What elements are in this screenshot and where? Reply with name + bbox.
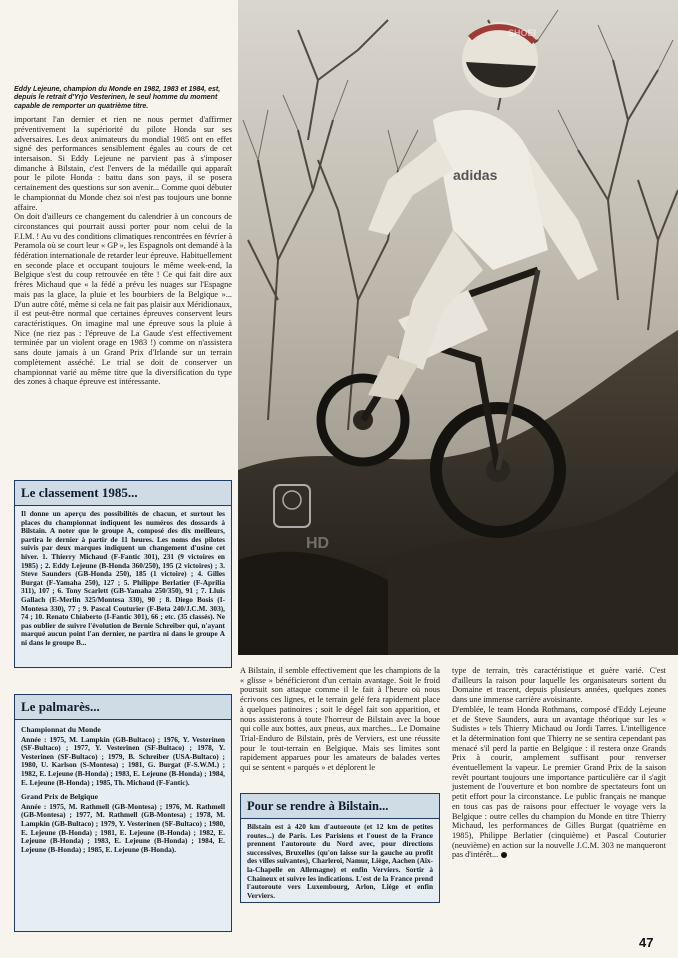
watermark-text: HD bbox=[306, 535, 330, 552]
middle-column bbox=[240, 666, 440, 773]
rider-photo-illustration bbox=[238, 0, 678, 655]
helmet-logo: SHOEI bbox=[508, 28, 537, 38]
palmares-world-text: Année : 1975, M. Lampkin (GB-Bultaco) ; 1976, Y. Vesterinen (SF-Bultaco) ; 1977, Y. Vesterinen (SF-Bultaco) ; 1978, Y. Vesterinen (SF-Bultaco) ; 1979, B. Schreiber (USA-Bultaco) ; 1980, U. Karlson (S-Montesa) ; 1981, G. Burgat (F-S.W.M.) ; 1982, E. Lejeune (B-Honda) ; 1983, E. Lejeune (B-Honda) ; 1984, E. Lejeune (B-Honda) ; 1985, Th. Michaud (F-Fantic). bbox=[21, 734, 225, 787]
palmares-body bbox=[15, 720, 231, 858]
right-paragraph-2-text: D'emblée, le team Honda Rothmans, composé d'Eddy Lejeune et de Steve Saunders, aura un avantage théorique sur les « Sudistes » tels Thierry Michaud ou Jordi Tarres. L'intelligence et la détermination font que Thierry ne se sentira cependant pas menacé s'il perd la partie en Belgique : il restera onze Grands Prix à courir, amplement suffisant pour renverser éventuellement la vapeur. Le premier Grand Prix de la saison revêt pourtant toujours une importance particulière car il s'agit justement de l'ouverture et bon nombre de spectateurs font un petit effort pour la circonstance. Le public français ne manque en tous cas pas de raisons pour effectuer le voyage vers la Belgique : outre celles du champion du Monde en titre Thierry Michaud, les performances de Gilles Burgat (quatrième en 1985), Philippe Berlatier (cinquième) et Pascal Couturier (neuvième) en action sur la nouvelle J.C.M. 303 ne manqueront pas d'intérêt... bbox=[452, 704, 666, 860]
left-column bbox=[14, 86, 232, 387]
travel-box bbox=[240, 793, 440, 903]
left-body bbox=[14, 115, 232, 387]
page-number: 47 bbox=[639, 935, 654, 950]
travel-header bbox=[241, 794, 439, 819]
left-paragraph-2: On doit d'ailleurs ce changement du calendrier à un concours de circonstances qui pourrait aussi porter pour nom celui de la F.I.M. ! Au vu des conditions climatiques rencontrées en février à Peramola où se court leur « GP », les Espagnols ont demandé à la fédération internationale de retarder leur épreuve. Habituellement en seconde place et occupant toujours le même week-end, la Belgique s'est du coup retrouvée en tête ! Ce qui fait dire aux frères Michaud que « la fédé a prévu les nuages sur l'Espagne mais pas la glace, la pluie et les bourbiers de la Belgique »... D'un autre côté, même si cela ne fait pas plaisir aux Méridionaux, il est peut-être normal que certaines épreuves conservent leurs caractéristiques. On imagine mal une épreuve sous la pluie à Nice (ne riez pas : l'épreuve de La Gaude s'est effectivement terminée par un violent orage en 1983 !) comme on n'assistera sans doute jamais à un Grand Prix d'Irlande sur un terrain complètement asséché. Le trial se doit de conserver un championnat varié au même titre que la diversification du type des zones à chaque épreuve est intéressante. bbox=[14, 212, 232, 387]
classement-header bbox=[15, 481, 231, 506]
palmares-belgium-heading: Grand Prix de Belgique bbox=[21, 792, 98, 802]
photo-caption: Eddy Lejeune, champion du Monde en 1982, 1983 et 1984, est, depuis le retrait d'Yrjo Vesterinen, le seul homme du moment capable de remporter un quatrième titre. bbox=[14, 86, 221, 110]
left-paragraph-1: important l'an dernier et rien ne nous permet d'affirmer préventivement la supériorité du pilote Honda sur ses adversaires. Les deux animateurs du mondial 1985 ont en effet signé des performances sensiblement égales au cours de cet intersaison. Si Eddy Lejeune ne parvient pas à s'imposer dimanche à Bilstain, c'est l'envers de la médaille qui apparaît pour le pilote Honda : battu dans son pays, il se posera certainement des questions sur son avenir... Comme quoi débuter le championnat du Monde chez soi n'est pas toujours une bonne affaire. bbox=[14, 115, 232, 212]
right-paragraph-1: type de terrain, très caractéristique et guère varié. C'est d'ailleurs la raison pour laquelle les organisateurs sortent du Domaine et tracent, depuis plusieurs années, quelques zones dans une immense carrière avoisinante. bbox=[452, 666, 666, 705]
classement-title: Le classement 1985... bbox=[21, 485, 138, 500]
rider-photo bbox=[238, 0, 678, 655]
classement-box bbox=[14, 480, 232, 668]
right-column bbox=[452, 666, 666, 860]
right-paragraph-2 bbox=[452, 705, 666, 860]
palmares-header bbox=[15, 695, 231, 720]
palmares-belgium-text: Année : 1975, M. Rathmell (GB-Montesa) ; 1976, M. Rathmell (GB-Montesa) ; 1977, M. Rathmell (GB-Montesa) ; 1978, M. Lampkin (GB-Bultaco) ; 1979, Y. Vesterinen (SF-Bultaco) ; 1980, E. Lejeune (B-Honda) ; 1981, E. Lejeune (B-Honda) ; 1982, E. Lejeune (B-Honda) ; 1983, E. Lejeune (B-Honda) ; 1984, E. Lejeune (B-Honda) ; 1985, E. Lejeune (B-Honda). bbox=[21, 801, 225, 854]
travel-title: Pour se rendre à Bilstain... bbox=[247, 799, 389, 813]
palmares-box bbox=[14, 694, 232, 932]
end-of-article-bullet bbox=[501, 852, 507, 858]
travel-body: Bilstain est à 420 km d'autoroute (et 12 km de petites routes...) de Paris. Les Parisiens et l'ouest de la France prennent l'autoroute du Nord avec, pour directions successives, Bruxelles (qu'on laisse sur la gauche au profit des villes suivantes), Charleroi, Namur, Liège, Aachen (Aix-la-Chapelle en Allemagne) et enfin Verviers. Sortir à Chaineux et suivre les indications. L'est de la France prend l'autoroute vers Luxembourg, Arlon, Liège et enfin Verviers. bbox=[247, 822, 433, 900]
classement-body: Il donne un aperçu des possibilités de chacun, et surtout les places du championnat indiquent les numéros des dossards à Bilstain. A noter que le groupe A, composé des dix meilleurs, partira le dernier à partir de 11 heures. Les noms des pilotes suivis par deux marques indiquent un changement d'usine cet hiver. 1. Thierry Michaud (F-Fantic 301), 231 (9 victoires en 1985) ; 2. Eddy Lejeune (B-Honda 360/250), 195 (2 victoires) ; 3. Steve Saunders (GB-Honda 250), 185 (1 victoire) ; 4. Gilles Burgat (F-Yamaha 250), 127 ; 5. Philippe Berlatier (F-Aprilia 311), 107 ; 6. Tony Scarlett (GB-Yamaha 250/350), 91 ; 7. Lluis Gallach (E-Merlin 325/Montesa 330), 90 ; 8. Diego Bosis (I-Montesa 330), 77 ; 9. Pascal Couturier (F-Beta 240/J.C.M. 303), 74 ; 10. Renato Chiaberto (I-Fantic 301), 66 ; etc. (35 classés). Ne pas oublier de suivre l'évolution de Bernie Schreiber qui, n'ayant marqué aucun point l'an dernier, ne partira ni dans le groupe A ni dans le groupe B... bbox=[21, 509, 225, 647]
middle-paragraph: A Bilstain, il semble effectivement que les champions de la « glisse » bénéficieront d'un certain avantage. Soit le froid poursuit son attaque comme il le fait à l'heure où nous écrivons ces lignes, et le terrain gelé fera rapidement place à quelques patinoires ; soit le dégel fait son apparition, et nous assisterons à toute l'horreur de Bilstain avec la boue qui colle aux bottes, aux pneus, aux marches... Le Domaine Trial-Enduro de Bilstain, près de Verviers, est une réussite pour le tout-terrain en Belgique. Mais ses limites sont rapidement apparues pour les amateurs de balades vertes qui se sentent « parqués » et déplorent le bbox=[240, 666, 440, 773]
palmares-world-heading: Championnat du Monde bbox=[21, 725, 101, 734]
palmares-title: Le palmarès... bbox=[21, 699, 100, 714]
shirt-logo: adidas bbox=[453, 167, 498, 183]
